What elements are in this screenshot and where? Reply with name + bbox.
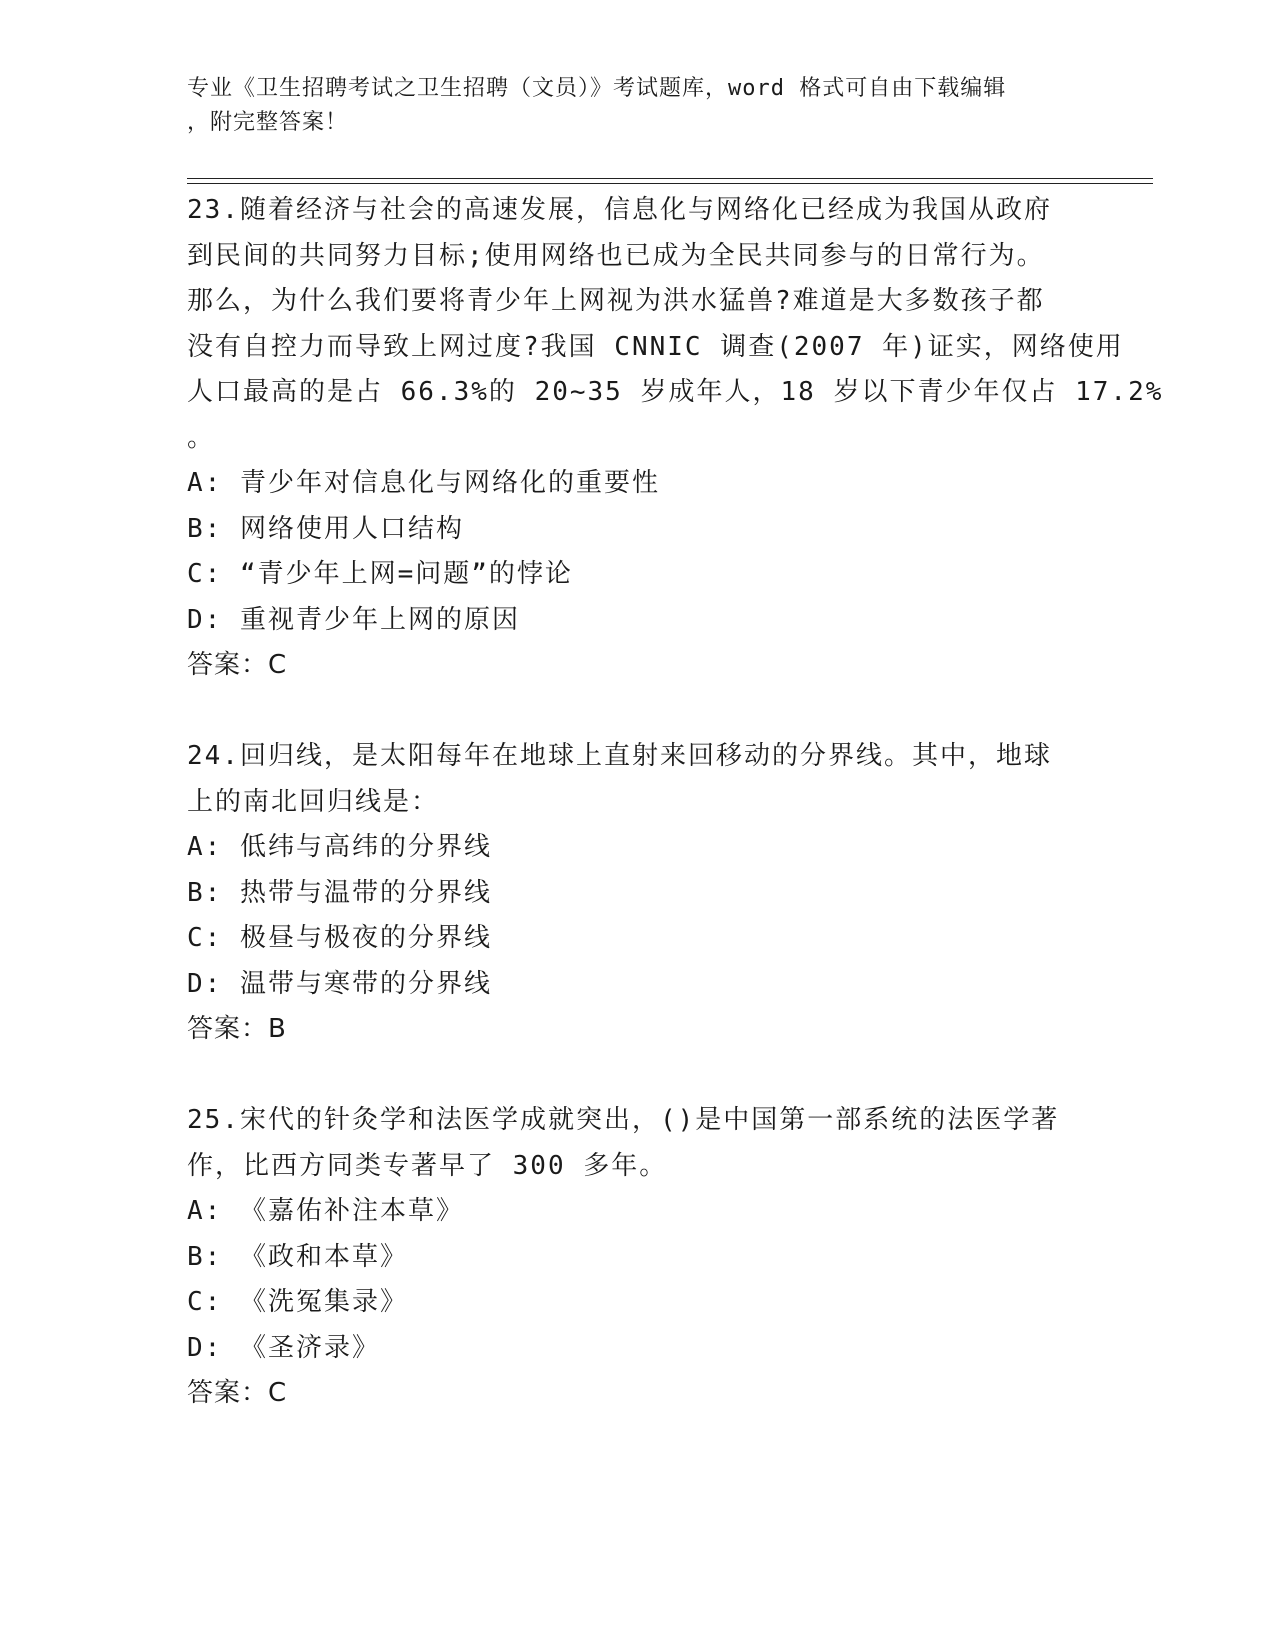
header-divider-top bbox=[187, 178, 1153, 179]
question-24-text-line: 上的南北回归线是： bbox=[187, 786, 440, 817]
question-23-text-line: 23.随着经济与社会的高速发展，信息化与网络化已经成为我国从政府 bbox=[187, 195, 1052, 225]
question-list bbox=[187, 188, 1164, 1417]
header-line-2: ，附完整答案！ bbox=[187, 110, 349, 135]
question-25-option-d: D: 《圣济录》 bbox=[187, 1332, 380, 1363]
question-spacer bbox=[187, 1053, 1087, 1099]
question-25 bbox=[187, 1098, 1087, 1417]
question-23-option-d: D: 重视青少年上网的原因 bbox=[187, 604, 520, 635]
question-24 bbox=[187, 734, 1087, 1053]
question-23-answer: 答案：C bbox=[187, 650, 288, 680]
document-header bbox=[187, 72, 1067, 140]
header-line-1: 专业《卫生招聘考试之卫生招聘（文员）》考试题库，word 格式可自由下载编辑 bbox=[187, 76, 1007, 101]
question-23-option-a: A: 青少年对信息化与网络化的重要性 bbox=[187, 468, 660, 498]
question-25-option-a: A: 《嘉佑补注本草》 bbox=[187, 1196, 464, 1226]
question-24-answer: 答案：B bbox=[187, 1014, 287, 1044]
question-23-text-line: 。 bbox=[187, 422, 216, 453]
question-23-text-line: 人口最高的是占 66.3%的 20~35 岁成年人，18 岁以下青少年仅占 17.2% bbox=[187, 377, 1164, 407]
question-25-answer: 答案：C bbox=[187, 1378, 288, 1408]
question-23-text-line: 到民间的共同努力目标;使用网络也已成为全民共同参与的日常行为。 bbox=[187, 240, 1045, 271]
question-25-option-c: C: 《洗冤集录》 bbox=[187, 1287, 408, 1317]
question-24-option-a: A: 低纬与高纬的分界线 bbox=[187, 832, 492, 862]
question-23-option-b: B: 网络使用人口结构 bbox=[187, 513, 464, 544]
question-23 bbox=[187, 188, 1164, 689]
question-25-text-line: 25.宋代的针灸学和法医学成就突出，()是中国第一部系统的法医学著 bbox=[187, 1105, 1060, 1135]
question-25-option-b: B: 《政和本草》 bbox=[187, 1241, 408, 1272]
question-23-text-line: 那么，为什么我们要将青少年上网视为洪水猛兽?难道是大多数孩子都 bbox=[187, 286, 1045, 316]
question-23-text-line: 没有自控力而导致上网过度?我国 CNNIC 调查(2007 年)证实，网络使用 bbox=[187, 331, 1124, 362]
question-24-option-b: B: 热带与温带的分界线 bbox=[187, 877, 492, 908]
question-23-option-c: C: “青少年上网=问题”的悖论 bbox=[187, 559, 573, 589]
question-24-option-c: C: 极昼与极夜的分界线 bbox=[187, 923, 492, 953]
question-24-option-d: D: 温带与寒带的分界线 bbox=[187, 968, 492, 999]
question-24-text-line: 24.回归线，是太阳每年在地球上直射来回移动的分界线。其中，地球 bbox=[187, 741, 1052, 771]
header-divider-bottom bbox=[187, 183, 1153, 184]
question-spacer bbox=[187, 689, 1087, 735]
question-25-text-line: 作，比西方同类专著早了 300 多年。 bbox=[187, 1150, 668, 1181]
